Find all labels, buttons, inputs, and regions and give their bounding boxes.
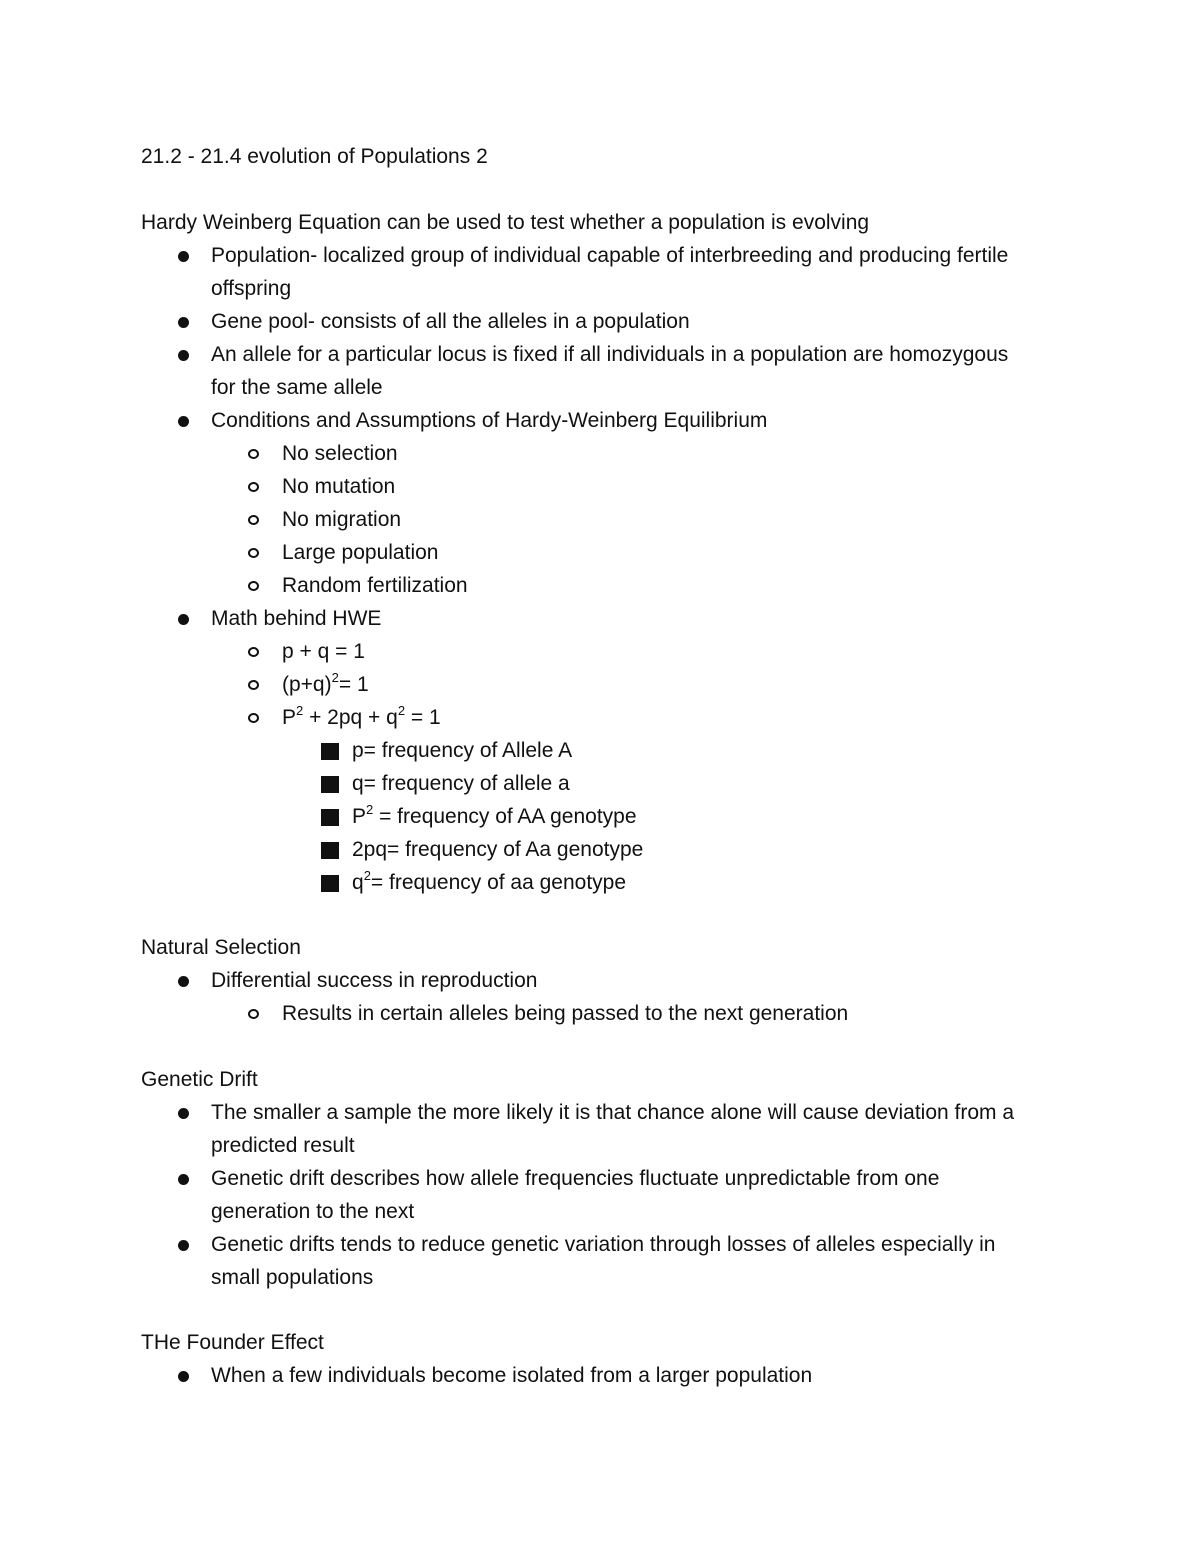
bullet-square-icon xyxy=(321,743,339,760)
bullet-square-icon xyxy=(321,842,339,859)
bullet-disc-icon xyxy=(178,976,189,987)
bullet-circle-icon xyxy=(248,482,259,492)
bullet-disc-icon xyxy=(178,416,189,427)
bullet-square-icon xyxy=(321,776,339,793)
bullet-disc-icon xyxy=(178,350,189,361)
bullet-circle-icon xyxy=(248,515,259,525)
bullet-disc-icon xyxy=(178,1371,189,1382)
bullet-square-icon xyxy=(321,875,339,892)
bullet-disc-icon xyxy=(178,1108,189,1119)
document-page: 21.2 - 21.4 evolution of Populations 2 Hardy Weinberg Equation can be used to test whether a population is evolving Population- localized group of individual capable of interbreeding and producing fertile offspring Gene pool- consists of all the alleles in a population An allele for a particular locus is fixed if all individuals in a population are homozygous for the same allele Conditions and Assumptions of Hardy-Weinberg Equilibrium No selection No mutation No migration Large population Random fertilization Math behind HWE p + q = 1 $(p+q)^2= 1$ $P^2 + 2pq + q^2 = 1$ p= frequency of Allele A q= frequency of allele a $P^2$ = frequency of AA genotype 2pq= frequency of Aa genotype $q^2=$ frequency of aa genotype Natural Selection Differential success in reproduction Results in certain alleles being passed to the next generation Genetic Drift The smaller a sample the more likely it is that chance alone will cause deviation from a predicted result Genetic drift describes how allele frequencies fluctuate unpredictable from one generation to the next Genetic drifts tends to reduce genetic variation through losses of alleles especially in small populations THe Founder Effect When a few individuals become isolated from a larger population xyxy=(0,0,1200,1553)
definition-text: $P^2$ = frequency of AA genotype xyxy=(352,802,637,828)
bullet-disc-icon xyxy=(178,317,189,328)
bullet-square-icon xyxy=(321,809,339,826)
bullet-disc-icon xyxy=(178,614,189,625)
definition-text: $q^2=$ frequency of aa genotype xyxy=(352,868,627,894)
bullet-circle-icon xyxy=(248,647,259,657)
bullet-disc-icon xyxy=(178,1240,189,1251)
equation-text: $P^2 + 2pq + q^2 = 1$ xyxy=(282,703,441,729)
bullet-circle-icon xyxy=(248,680,259,690)
bullet-circle-icon xyxy=(248,713,259,723)
bullet-circle-icon xyxy=(248,449,259,459)
bullet-disc-icon xyxy=(178,1174,189,1185)
bullet-circle-icon xyxy=(248,581,259,591)
bullet-disc-icon xyxy=(178,251,189,262)
bullet-circle-icon xyxy=(248,548,259,558)
bullet-circle-icon xyxy=(248,1009,259,1019)
equation-text: $(p+q)^2= 1$ xyxy=(282,670,369,696)
